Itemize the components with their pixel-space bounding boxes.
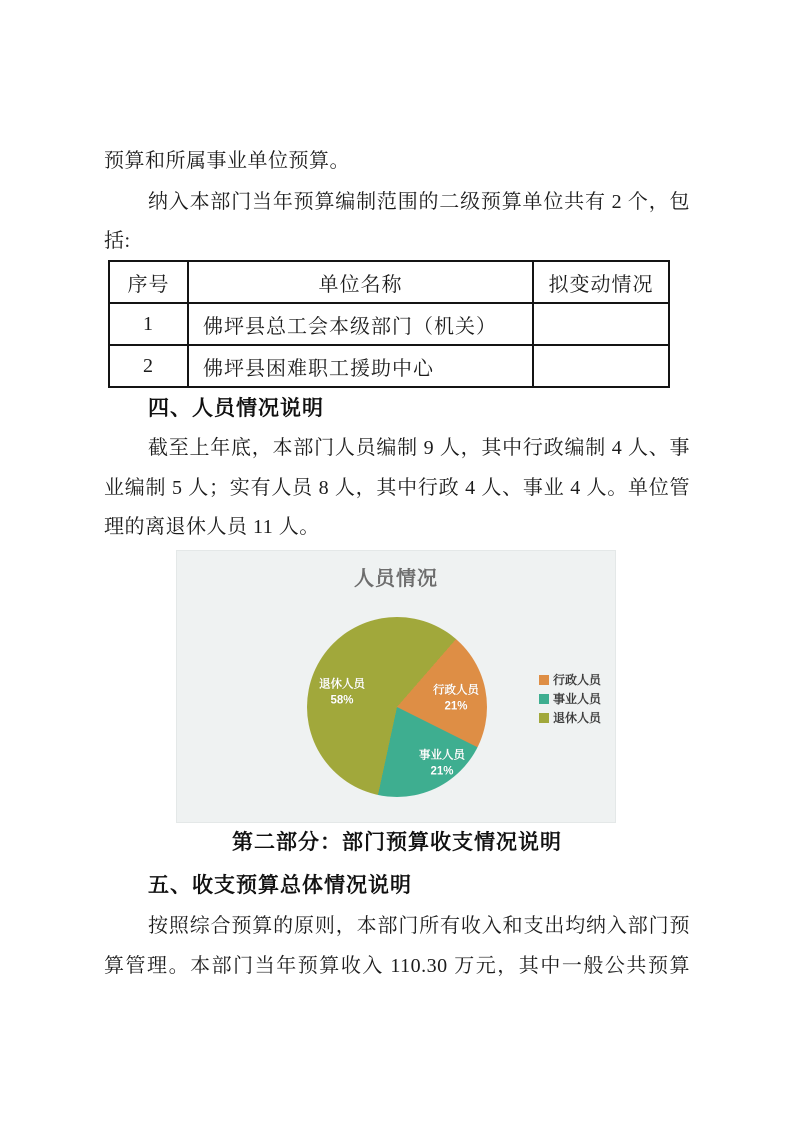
pie-label-retired (319, 677, 365, 708)
legend-label: 退休人员 (553, 711, 602, 725)
pie-label-pct: 21% (444, 700, 468, 712)
table-header-no: 序号 (109, 261, 188, 303)
table-row (109, 303, 669, 345)
paragraph-line: 算管理。本部门当年预算收入 110.30 万元，其中一般公共预算 (104, 955, 690, 977)
paragraph-line: 预算和所属事业单位预算。 (104, 150, 350, 172)
chart-title: 人员情况 (354, 568, 438, 590)
legend-item (539, 670, 601, 689)
paragraph-line: 按照综合预算的原则，本部门所有收入和支出均纳入部门预 (148, 915, 690, 937)
pie-label-admin (433, 683, 479, 714)
pie-label-career (419, 748, 465, 779)
section-heading-4: 四、人员情况说明 (148, 397, 324, 420)
section-heading-5: 五、收支预算总体情况说明 (148, 874, 412, 897)
part2-heading: 第二部分：部门预算收支情况说明 (232, 831, 562, 854)
pie-label-pct: 58% (330, 694, 354, 706)
table-header-row (109, 261, 669, 303)
paragraph-line: 截至上年底，本部门人员编制 9 人，其中行政编制 4 人、事 (148, 437, 690, 459)
table-cell-no: 2 (109, 345, 188, 387)
paragraph-line: 纳入本部门当年预算编制范围的二级预算单位共有 2 个，包 (148, 191, 690, 213)
table-cell-change (533, 303, 669, 345)
personnel-chart (176, 550, 616, 823)
table-header-name: 单位名称 (188, 261, 533, 303)
legend-item (539, 708, 601, 727)
paragraph-line: 括: (104, 230, 131, 252)
table-header-change: 拟变动情况 (533, 261, 669, 303)
paragraph-line: 业编制 5 人；实有人员 8 人，其中行政 4 人、事业 4 人。单位管 (104, 477, 690, 499)
table-cell-no: 1 (109, 303, 188, 345)
table-cell-change (533, 345, 669, 387)
units-table (108, 260, 670, 388)
pie-label-name: 行政人员 (433, 684, 479, 697)
legend-swatch (539, 675, 549, 685)
legend-swatch (539, 713, 549, 723)
legend-label: 事业人员 (553, 692, 602, 706)
pie-label-pct: 21% (430, 765, 454, 777)
legend-label: 行政人员 (553, 673, 602, 687)
pie-label-name: 事业人员 (419, 749, 465, 762)
pie-label-name: 退休人员 (319, 678, 365, 691)
chart-legend (539, 670, 601, 727)
table-row (109, 345, 669, 387)
legend-swatch (539, 694, 549, 704)
table-cell-name: 佛坪县总工会本级部门（机关） (188, 303, 533, 345)
legend-item (539, 689, 601, 708)
table-cell-name: 佛坪县困难职工援助中心 (188, 345, 533, 387)
paragraph-line: 理的离退休人员 11 人。 (104, 516, 320, 538)
